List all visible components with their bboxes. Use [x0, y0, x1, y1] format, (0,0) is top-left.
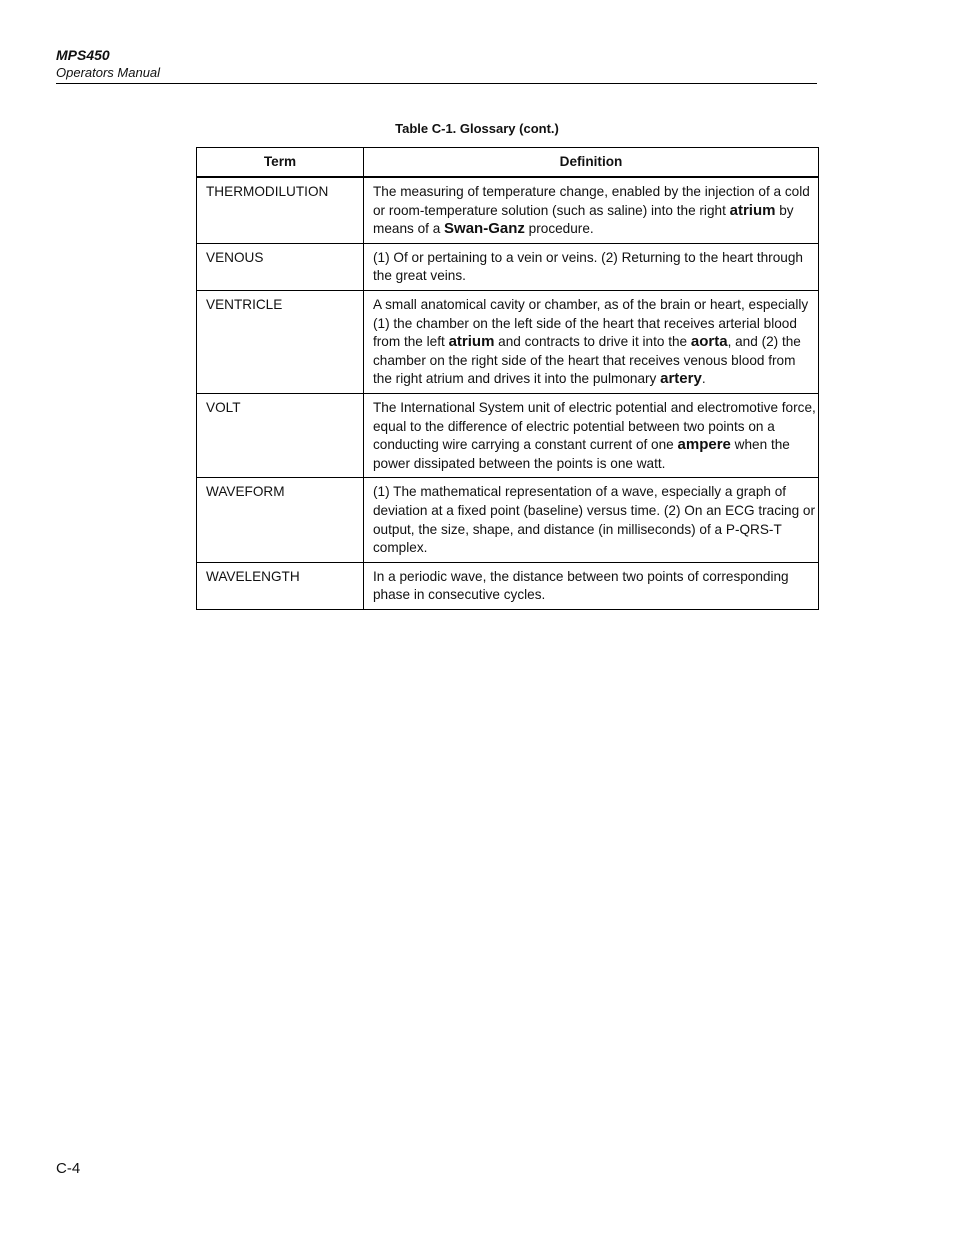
table-caption: Table C-1. Glossary (cont.) — [395, 121, 559, 136]
cross-reference-term: artery — [660, 370, 702, 388]
definition-text: In a periodic wave, the distance between two points of corresponding phase in consecutive cycles. — [373, 568, 789, 603]
definition-text: (1) Of or pertaining to a vein or veins. (2) Returning to the heart through the great veins. — [373, 249, 803, 284]
page-number: C-4 — [56, 1160, 81, 1177]
glossary-definition — [364, 177, 819, 243]
cross-reference-term: ampere — [677, 436, 731, 454]
document-subtitle: Operators Manual — [56, 65, 161, 80]
cross-reference-term: atrium — [729, 201, 776, 219]
glossary-term: VOLT — [197, 393, 364, 477]
column-header-definition: Definition — [364, 148, 819, 178]
glossary-table — [196, 147, 819, 610]
glossary-term: WAVEFORM — [197, 478, 364, 562]
glossary-definition — [364, 243, 819, 290]
column-header-term: Term — [197, 148, 364, 178]
cross-reference-term: atrium — [448, 333, 495, 351]
document-title: MPS450 — [56, 47, 110, 63]
glossary-definition — [364, 290, 819, 393]
glossary-definition — [364, 478, 819, 562]
glossary-definition — [364, 562, 819, 609]
table-row — [197, 290, 819, 393]
table-row — [197, 393, 819, 477]
definition-text: (1) The mathematical representation of a wave, especially a graph of deviation at a fixed point (baseline) versus time. (2) On an ECG tracing or output, the size, shape, and distance (in milliseconds) of a P-QRS-T complex. — [373, 484, 816, 556]
glossary-body — [197, 177, 819, 609]
definition-text: when the power dissipated between the points is one watt. — [373, 437, 790, 471]
definition-text: A small anatomical cavity or chamber, as of the brain or heart, especially (1) the chamber on the left side of the heart that receives arterial blood from the left — [373, 296, 809, 350]
definition-text: procedure. — [524, 221, 594, 237]
definition-text: The International System unit of electric potential and electromotive force, equal to the difference of electric potential between two points on a conducting wire carrying a constant current of one — [373, 399, 816, 453]
definition-text: The measuring of temperature change, enabled by the injection of a cold or room-temperature solution (such as saline) into the right — [373, 184, 810, 218]
glossary-term: THERMODILUTION — [197, 177, 364, 243]
definition-text: and contracts to drive it into the — [494, 334, 691, 350]
definition-text: . — [701, 371, 706, 387]
definition-text: , and (2) the chamber on the right side of the heart that receives venous blood from the right atrium and drives it into the pulmonary — [373, 334, 801, 387]
glossary-term: VENTRICLE — [197, 290, 364, 393]
table-header-row — [197, 148, 819, 178]
cross-reference-term: Swan-Ganz — [444, 220, 525, 238]
definition-text: by means of a — [373, 202, 794, 237]
cross-reference-term: aorta — [690, 333, 728, 351]
table-row — [197, 177, 819, 243]
glossary-term: WAVELENGTH — [197, 562, 364, 609]
page-header — [56, 46, 817, 84]
table-row — [197, 562, 819, 609]
table-row — [197, 478, 819, 562]
table-row — [197, 243, 819, 290]
glossary-term: VENOUS — [197, 243, 364, 290]
glossary-definition — [364, 393, 819, 477]
